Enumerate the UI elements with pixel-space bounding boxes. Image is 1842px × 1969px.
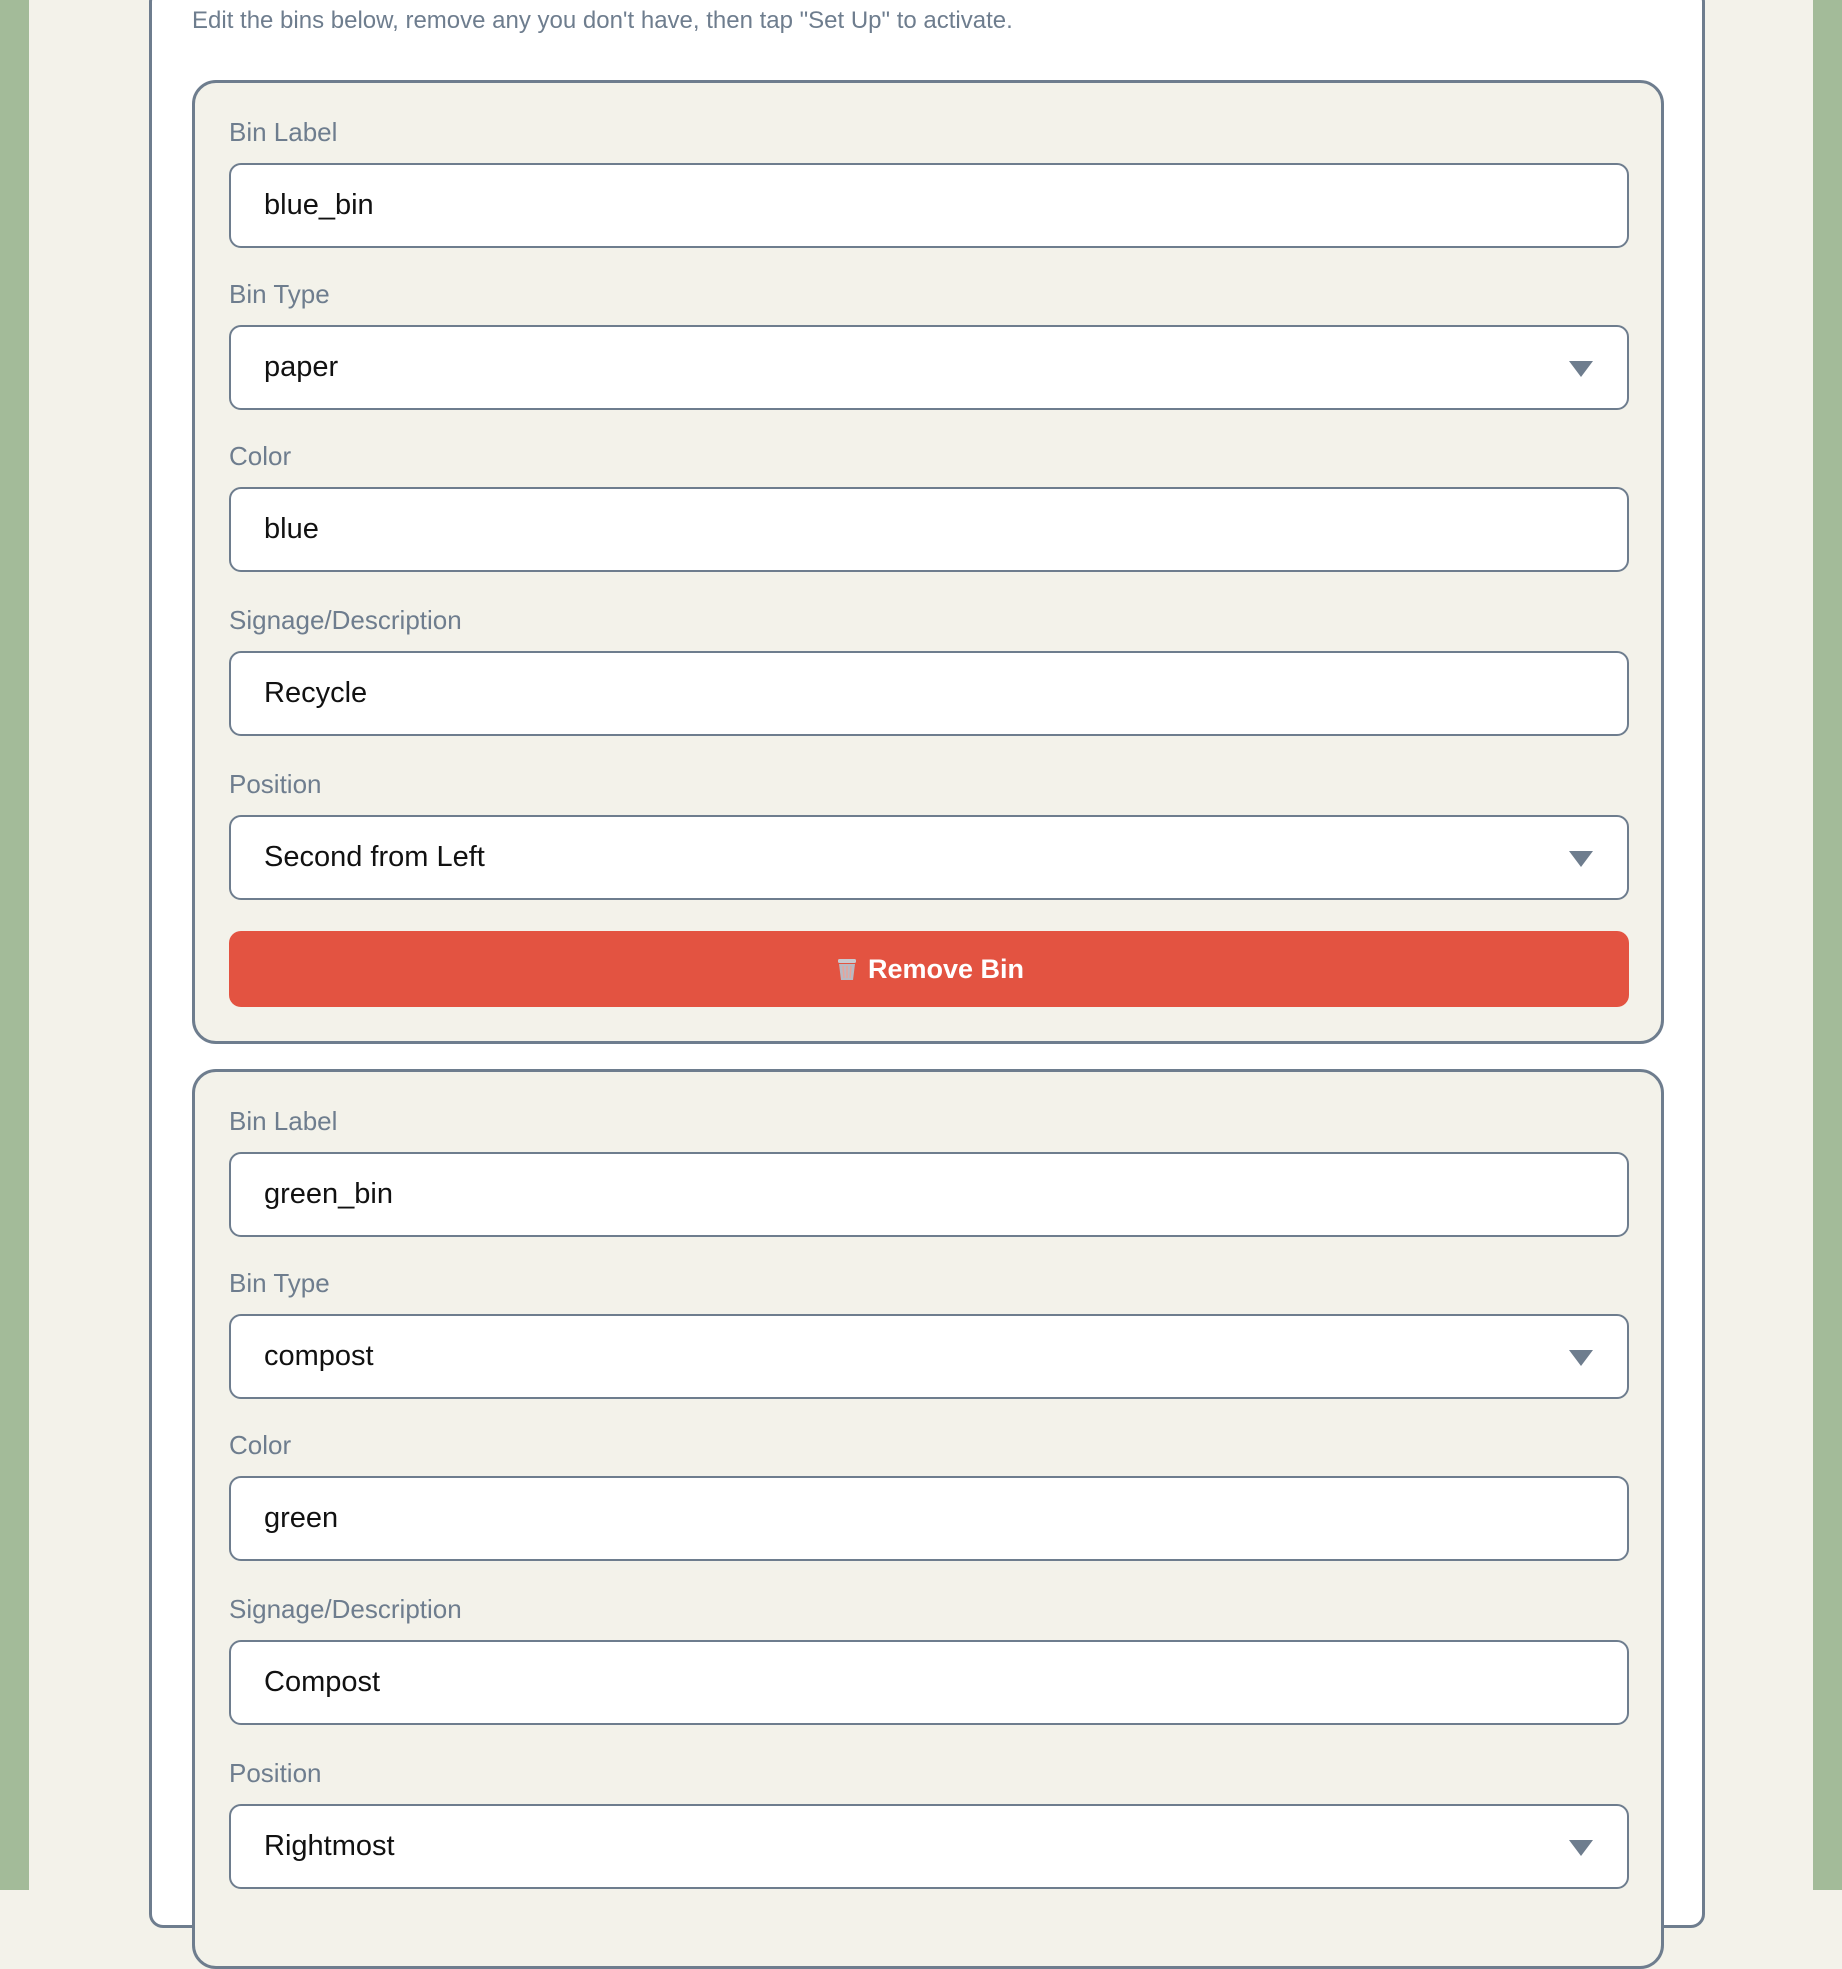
remove-bin-label: Remove Bin	[867, 953, 1025, 984]
bin-type-value: paper	[264, 351, 339, 383]
left-side-strip	[0, 0, 29, 1890]
color-label: Color	[229, 441, 292, 471]
position-select[interactable]	[229, 1804, 1629, 1889]
bin-card	[192, 80, 1664, 1044]
color-label: Color	[229, 1430, 292, 1460]
right-side-strip	[1813, 0, 1842, 1890]
position-field	[229, 767, 1629, 873]
dropdown-arrow-icon	[1569, 1840, 1593, 1856]
position-value: Rightmost	[264, 1830, 395, 1862]
signage-input[interactable]	[229, 651, 1629, 736]
bin-type-field	[229, 277, 1629, 383]
bin-label-field	[229, 115, 1629, 221]
bin-type-label: Bin Type	[229, 279, 330, 309]
color-field	[229, 1428, 1629, 1534]
bin-label-input[interactable]	[229, 1152, 1629, 1237]
dropdown-arrow-icon	[1569, 1350, 1593, 1366]
bin-type-select[interactable]	[229, 325, 1629, 410]
signage-value: Compost	[264, 1666, 381, 1698]
position-label: Position	[229, 1758, 322, 1788]
remove-bin-button[interactable]	[229, 931, 1629, 1007]
position-field	[229, 1756, 1629, 1862]
position-select[interactable]	[229, 815, 1629, 900]
bin-label-field	[229, 1104, 1629, 1210]
bin-card	[192, 1069, 1664, 1969]
color-value: green	[264, 1502, 339, 1534]
signage-field	[229, 1592, 1629, 1698]
color-input[interactable]	[229, 487, 1629, 572]
signage-field	[229, 603, 1629, 709]
bin-label-value: green_bin	[264, 1178, 393, 1210]
bin-type-value: compost	[264, 1340, 374, 1372]
bin-label-value: blue_bin	[264, 189, 374, 221]
bin-label-label: Bin Label	[229, 117, 338, 147]
color-value: blue	[264, 513, 319, 545]
color-input[interactable]	[229, 1476, 1629, 1561]
signage-label: Signage/Description	[229, 605, 462, 635]
instructions-text: Edit the bins below, remove any you don't have, then tap "Set Up" to activate.	[192, 7, 1013, 34]
color-field	[229, 439, 1629, 545]
signage-input[interactable]	[229, 1640, 1629, 1725]
signage-label: Signage/Description	[229, 1594, 462, 1624]
bin-label-input[interactable]	[229, 163, 1629, 248]
dropdown-arrow-icon	[1569, 361, 1593, 377]
wastebasket-icon	[834, 956, 860, 982]
bin-label-label: Bin Label	[229, 1106, 338, 1136]
position-label: Position	[229, 769, 322, 799]
dropdown-arrow-icon	[1569, 851, 1593, 867]
position-value: Second from Left	[264, 841, 485, 873]
signage-value: Recycle	[264, 677, 368, 709]
bin-type-label: Bin Type	[229, 1268, 330, 1298]
bin-type-select[interactable]	[229, 1314, 1629, 1399]
bin-type-field	[229, 1266, 1629, 1372]
